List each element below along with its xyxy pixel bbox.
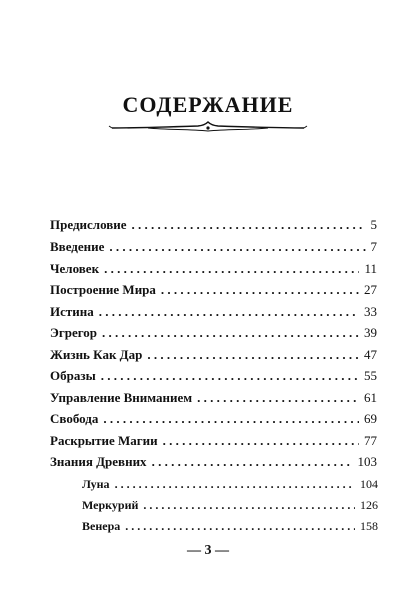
toc-subentry (82, 518, 378, 534)
toc-entry-page: 77 (364, 433, 377, 448)
toc-entry (50, 239, 377, 255)
toc-entry-page: 27 (364, 282, 377, 297)
toc-entry-title: Истина (50, 304, 94, 319)
toc-entry (50, 304, 377, 320)
toc-entry-title: Введение (50, 239, 105, 254)
dot-leader (132, 217, 366, 233)
dot-leader (102, 325, 359, 341)
toc-entry (50, 347, 377, 363)
toc-entry-page: 33 (364, 304, 377, 319)
toc-entry (50, 261, 377, 277)
toc-subentry-page: 104 (360, 477, 378, 491)
toc-entry (50, 325, 377, 341)
toc-entry-title: Раскрытие Магии (50, 433, 158, 448)
dot-leader (152, 454, 353, 470)
toc-entry-page: 5 (370, 217, 377, 232)
toc-subentry (82, 497, 378, 513)
toc-subentry-title: Меркурий (82, 498, 139, 512)
toc-entry (50, 454, 377, 470)
dot-leader (143, 497, 355, 513)
toc-entry-page: 55 (364, 368, 377, 383)
toc-entry-page: 39 (364, 325, 377, 340)
page-number: — 3 — (187, 543, 229, 558)
toc-entry (50, 368, 377, 384)
dot-leader (99, 304, 359, 320)
toc-entry-page: 69 (364, 411, 377, 426)
toc-subentry-page: 126 (360, 498, 378, 512)
toc-entry-page: 61 (364, 390, 377, 405)
toc-entry-page: 7 (370, 239, 377, 254)
dot-leader (104, 261, 359, 277)
dot-leader (109, 239, 365, 255)
dot-leader (147, 347, 359, 363)
page-title: СОДЕРЖАНИЕ (122, 92, 294, 117)
toc-entry-page: 47 (364, 347, 377, 362)
toc-entry (50, 282, 377, 298)
toc-entry (50, 433, 377, 449)
toc-entry-title: Образы (50, 368, 96, 383)
toc-entry (50, 217, 377, 233)
ornament-divider (108, 119, 308, 135)
dot-leader (125, 518, 355, 534)
toc-entry-title: Построение Мира (50, 282, 156, 297)
toc-subentry (82, 476, 378, 492)
toc-entry-page: 11 (364, 261, 377, 276)
toc-entry-title: Управление Вниманием (50, 390, 193, 405)
toc-entry-title: Эгрегор (50, 325, 98, 340)
toc-entry (50, 390, 377, 406)
toc-entry-page: 103 (357, 454, 377, 469)
toc-entry-title: Предисловие (50, 217, 127, 232)
toc-subentry-page: 158 (360, 519, 378, 533)
dot-leader (161, 282, 359, 298)
dot-leader (103, 411, 359, 427)
toc-entry (50, 411, 377, 427)
toc-entry-title: Жизнь Как Дар (50, 347, 143, 362)
toc-entry-title: Человек (50, 261, 100, 276)
dot-leader (101, 368, 359, 384)
toc-subentry-title: Луна (82, 477, 110, 491)
dot-leader (163, 433, 359, 449)
toc-subentry-title: Венера (82, 519, 121, 533)
dot-leader (115, 476, 355, 492)
toc-entry-title: Знания Древних (50, 454, 147, 469)
dot-leader (197, 390, 359, 406)
toc-entry-title: Свобода (50, 411, 99, 426)
